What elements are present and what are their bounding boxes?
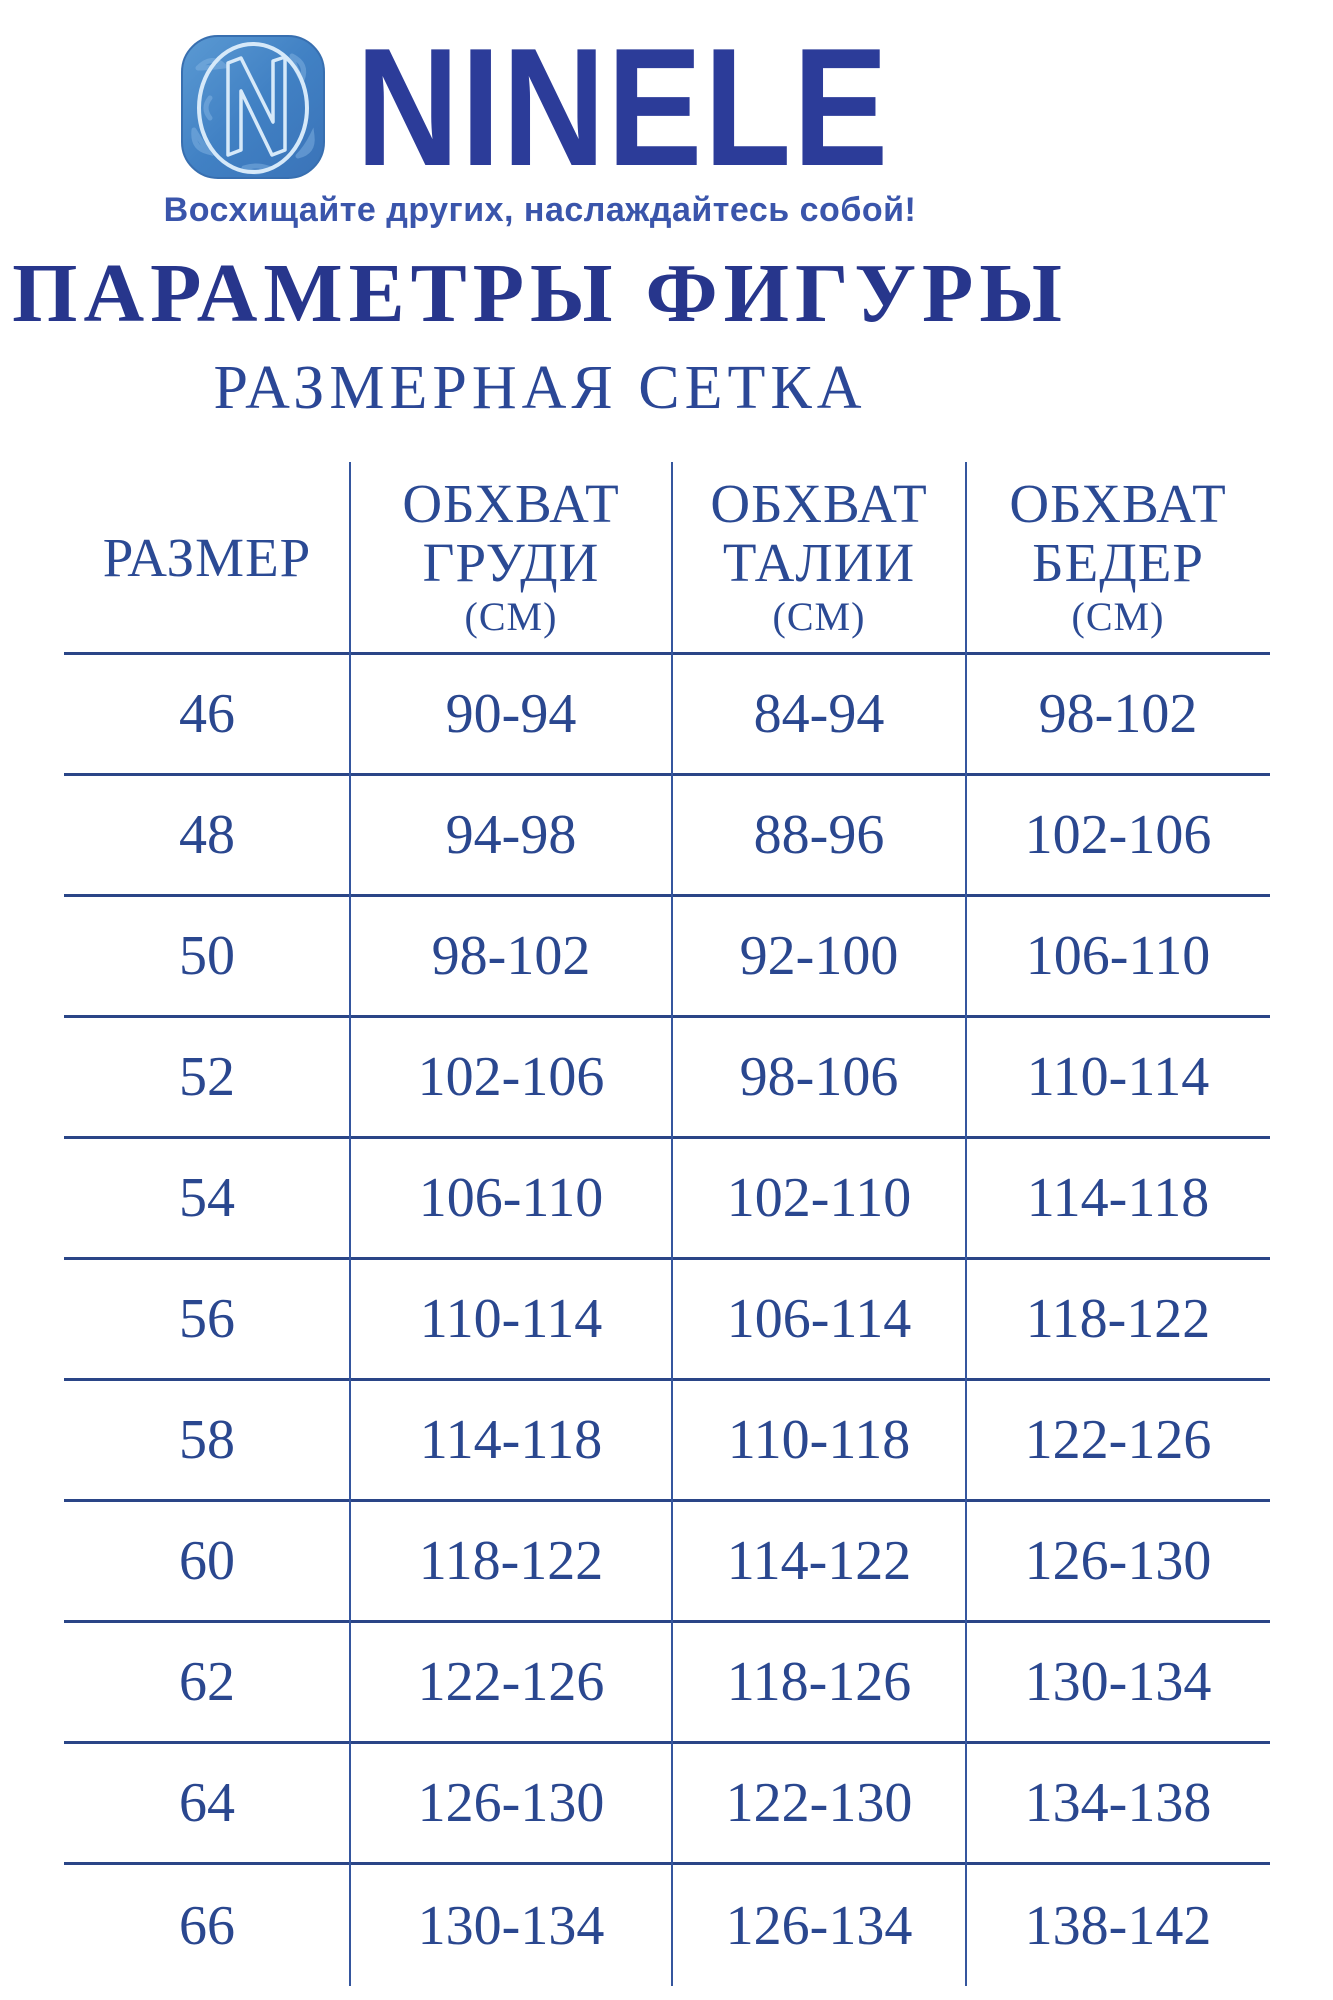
page-title: ПАРАМЕТРЫ ФИГУРЫ <box>12 247 1068 340</box>
cell-size: 56 <box>179 1288 235 1350</box>
cell-hips: 102-106 <box>1024 804 1212 866</box>
cell-waist: 122-130 <box>725 1772 913 1834</box>
cell-hips: 122-126 <box>1024 1409 1212 1471</box>
column-header-unit: (СМ) <box>772 594 866 639</box>
column-header-unit: (СМ) <box>464 594 558 639</box>
brand-logo-row <box>0 13 1080 201</box>
page-subtitle: РАЗМЕРНАЯ СЕТКА <box>213 354 867 422</box>
cell-size: 48 <box>179 804 235 866</box>
cell-hips: 138-142 <box>1024 1894 1212 1957</box>
column-header-hips <box>966 462 1270 652</box>
column-header-label: ОБХВАТ <box>402 473 620 534</box>
table-row <box>64 1260 1270 1381</box>
column-header-label: РАЗМЕР <box>102 526 312 588</box>
ninele-logo-icon <box>180 34 326 180</box>
column-header-label: ОБХВАТ <box>710 473 928 534</box>
cell-size: 54 <box>179 1167 235 1229</box>
table-row <box>64 1381 1270 1502</box>
cell-chest: 90-94 <box>445 683 577 745</box>
column-divider <box>671 462 673 1986</box>
table-row <box>64 1744 1270 1865</box>
cell-chest: 102-106 <box>417 1046 605 1108</box>
cell-size: 60 <box>179 1530 235 1592</box>
brand-header <box>0 13 1080 230</box>
brand-tagline: Восхищайте других, наслаждайтесь собой! <box>163 191 917 229</box>
cell-waist: 88-96 <box>753 804 885 866</box>
table-row <box>64 776 1270 897</box>
column-header-unit: (СМ) <box>1071 594 1165 639</box>
cell-waist: 98-106 <box>739 1046 899 1108</box>
cell-chest: 94-98 <box>445 804 577 866</box>
size-table <box>64 462 1270 1986</box>
table-row <box>64 1623 1270 1744</box>
table-row <box>64 1018 1270 1139</box>
table-row <box>64 1865 1270 1986</box>
cell-chest: 130-134 <box>417 1894 605 1957</box>
table-header-row <box>64 462 1270 655</box>
cell-size: 62 <box>179 1651 235 1713</box>
cell-waist: 118-126 <box>726 1651 912 1713</box>
cell-chest: 98-102 <box>431 925 591 987</box>
brand-wordmark: NINELE <box>355 13 890 201</box>
table-row <box>64 1139 1270 1260</box>
cell-hips: 130-134 <box>1024 1651 1212 1713</box>
cell-hips: 110-114 <box>1026 1046 1210 1108</box>
cell-size: 52 <box>179 1046 235 1108</box>
column-header-chest <box>350 462 672 652</box>
cell-waist: 84-94 <box>753 683 885 745</box>
cell-size: 58 <box>179 1409 235 1471</box>
table-row <box>64 897 1270 1018</box>
cell-waist: 114-122 <box>726 1530 912 1592</box>
column-header-label: ГРУДИ <box>422 532 600 593</box>
cell-chest: 106-110 <box>418 1167 604 1229</box>
cell-waist: 92-100 <box>739 925 899 987</box>
cell-size: 64 <box>179 1772 235 1834</box>
size-table-body <box>64 655 1270 1986</box>
cell-chest: 110-114 <box>419 1288 603 1350</box>
cell-waist: 126-134 <box>725 1894 913 1957</box>
cell-chest: 114-118 <box>419 1409 603 1471</box>
cell-hips: 118-122 <box>1025 1288 1211 1350</box>
cell-chest: 126-130 <box>417 1772 605 1834</box>
column-header-label: БЕДЕР <box>1032 532 1204 593</box>
column-header-label: ОБХВАТ <box>1009 473 1227 534</box>
cell-waist: 102-110 <box>726 1167 912 1229</box>
cell-waist: 110-118 <box>727 1409 911 1471</box>
cell-hips: 126-130 <box>1024 1530 1212 1592</box>
cell-hips: 114-118 <box>1026 1167 1210 1229</box>
column-header-size <box>64 462 350 652</box>
cell-chest: 118-122 <box>418 1530 604 1592</box>
cell-hips: 106-110 <box>1025 925 1211 987</box>
cell-hips: 134-138 <box>1024 1772 1212 1834</box>
cell-size: 46 <box>179 683 235 745</box>
cell-waist: 106-114 <box>726 1288 912 1350</box>
cell-size: 50 <box>179 925 235 987</box>
column-divider <box>965 462 967 1986</box>
cell-chest: 122-126 <box>417 1651 605 1713</box>
column-divider <box>349 462 351 1986</box>
cell-hips: 98-102 <box>1038 683 1198 745</box>
table-row <box>64 1502 1270 1623</box>
column-header-waist <box>672 462 966 652</box>
cell-size: 66 <box>179 1894 235 1957</box>
column-header-label: ТАЛИИ <box>722 532 916 593</box>
table-row <box>64 655 1270 776</box>
